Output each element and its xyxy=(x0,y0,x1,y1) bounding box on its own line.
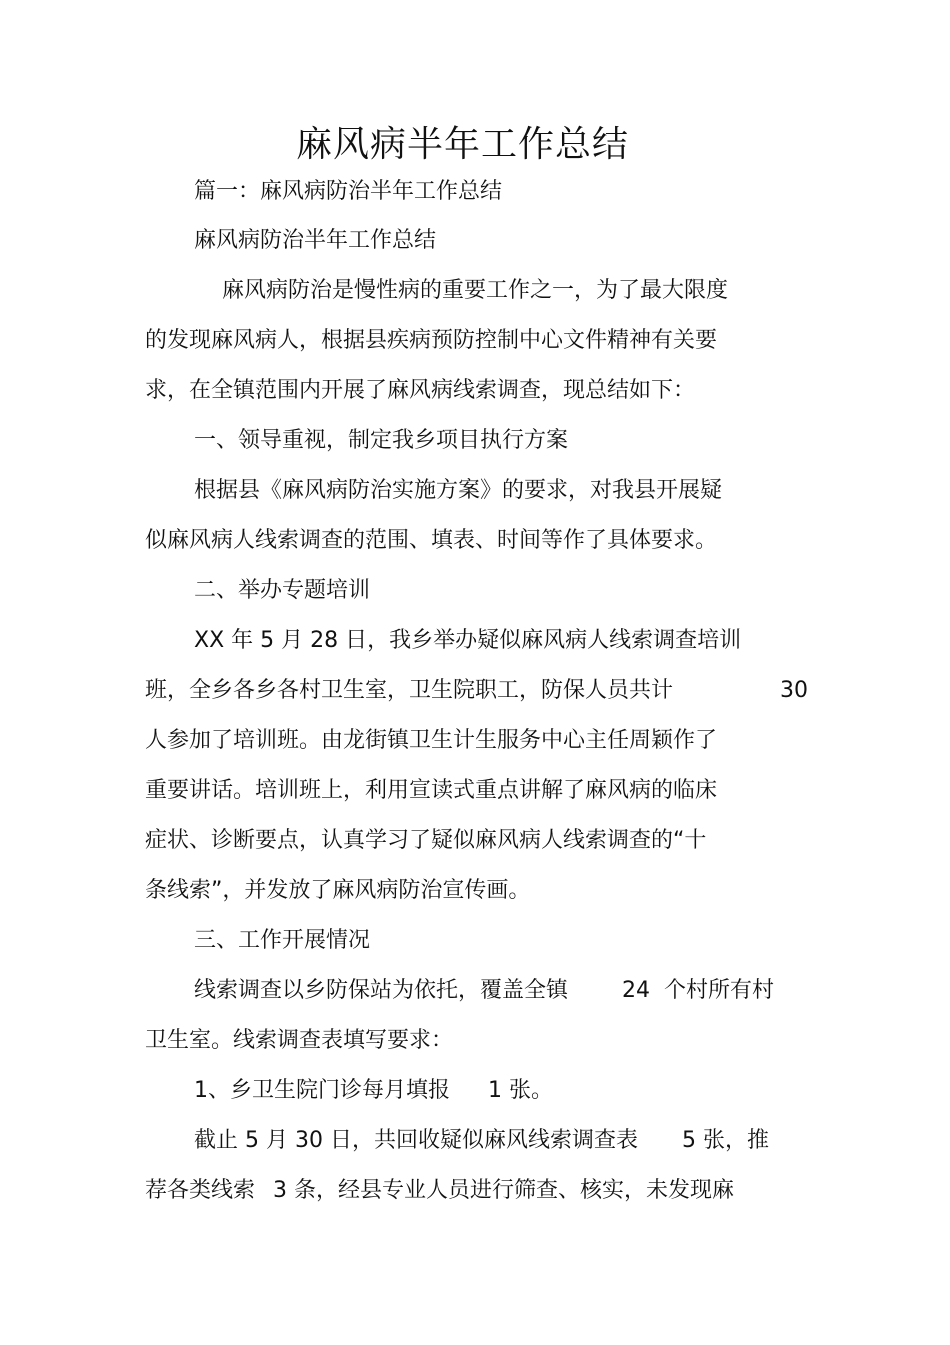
section-3-item-1 xyxy=(194,1075,553,1107)
section-3-line-1-c: 个村所有村 xyxy=(664,978,775,1003)
section-3-line-2: 卫生室。线索调查表填写要求： xyxy=(145,1028,454,1053)
section-3-item-1-b: 1 张。 xyxy=(488,1078,553,1103)
section-2-line-2-text: 班，全乡各乡各村卫生室，卫生院职工，防保人员共计 xyxy=(145,678,674,703)
section-3-line-4 xyxy=(145,1175,734,1207)
section-2-line-2 xyxy=(145,675,673,707)
section-3-line-1-a: 线索调查以乡防保站为依托，覆盖全镇 xyxy=(194,978,569,1003)
section-3-line-3-a: 截止 5 月 30 日，共回收疑似麻风线索调查表 xyxy=(194,1128,638,1153)
subheading: 篇一：麻风病防治半年工作总结 xyxy=(194,179,503,204)
section-2-line-1: XX 年 5 月 28 日，我乡举办疑似麻风病人线索调查培训 xyxy=(194,628,742,653)
intro-line-2: 的发现麻风病人，根据县疾病预防控制中心文件精神有关要 xyxy=(145,328,718,353)
section-3-line-4-a: 荐各类线索 xyxy=(145,1178,256,1203)
section-1-heading: 一、领导重视，制定我乡项目执行方案 xyxy=(194,428,569,453)
section-3-heading: 三、工作开展情况 xyxy=(194,928,371,953)
section-3-item-1-a: 1、乡卫生院门诊每月填报 xyxy=(194,1078,450,1103)
section-3-line-3 xyxy=(194,1125,769,1157)
section-2-line-5: 症状、诊断要点，认真学习了疑似麻风病人线索调查的“十 xyxy=(145,828,707,853)
village-count: 24 xyxy=(622,978,651,1003)
intro-line-3: 求，在全镇范围内开展了麻风病线索调查，现总结如下： xyxy=(145,378,696,403)
intro-line-1: 麻风病防治是慢性病的重要工作之一，为了最大限度 xyxy=(222,278,729,303)
section-2-heading: 二、举办专题培训 xyxy=(194,578,371,603)
section-2-line-3: 人参加了培训班。由龙街镇卫生计生服务中心主任周颖作了 xyxy=(145,728,718,753)
section-1-line-1: 根据县《麻风病防治实施方案》的要求，对我县开展疑 xyxy=(194,478,723,503)
section-1-line-2: 似麻风病人线索调查的范围、填表、时间等作了具体要求。 xyxy=(145,528,718,553)
section-3-line-4-b: 3 条，经县专业人员进行筛查、核实，未发现麻 xyxy=(273,1178,735,1203)
subtitle: 麻风病防治半年工作总结 xyxy=(194,228,437,253)
section-3-line-3-b: 5 张，推 xyxy=(681,1128,769,1153)
participant-count: 30 xyxy=(780,678,808,703)
section-2-line-6: 条线索”，并发放了麻风病防治宣传画。 xyxy=(145,878,531,903)
document-title: 麻风病半年工作总结 xyxy=(295,124,629,165)
section-2-line-4: 重要讲话。培训班上，利用宣读式重点讲解了麻风病的临床 xyxy=(145,778,718,803)
section-3-line-1 xyxy=(194,975,774,1007)
